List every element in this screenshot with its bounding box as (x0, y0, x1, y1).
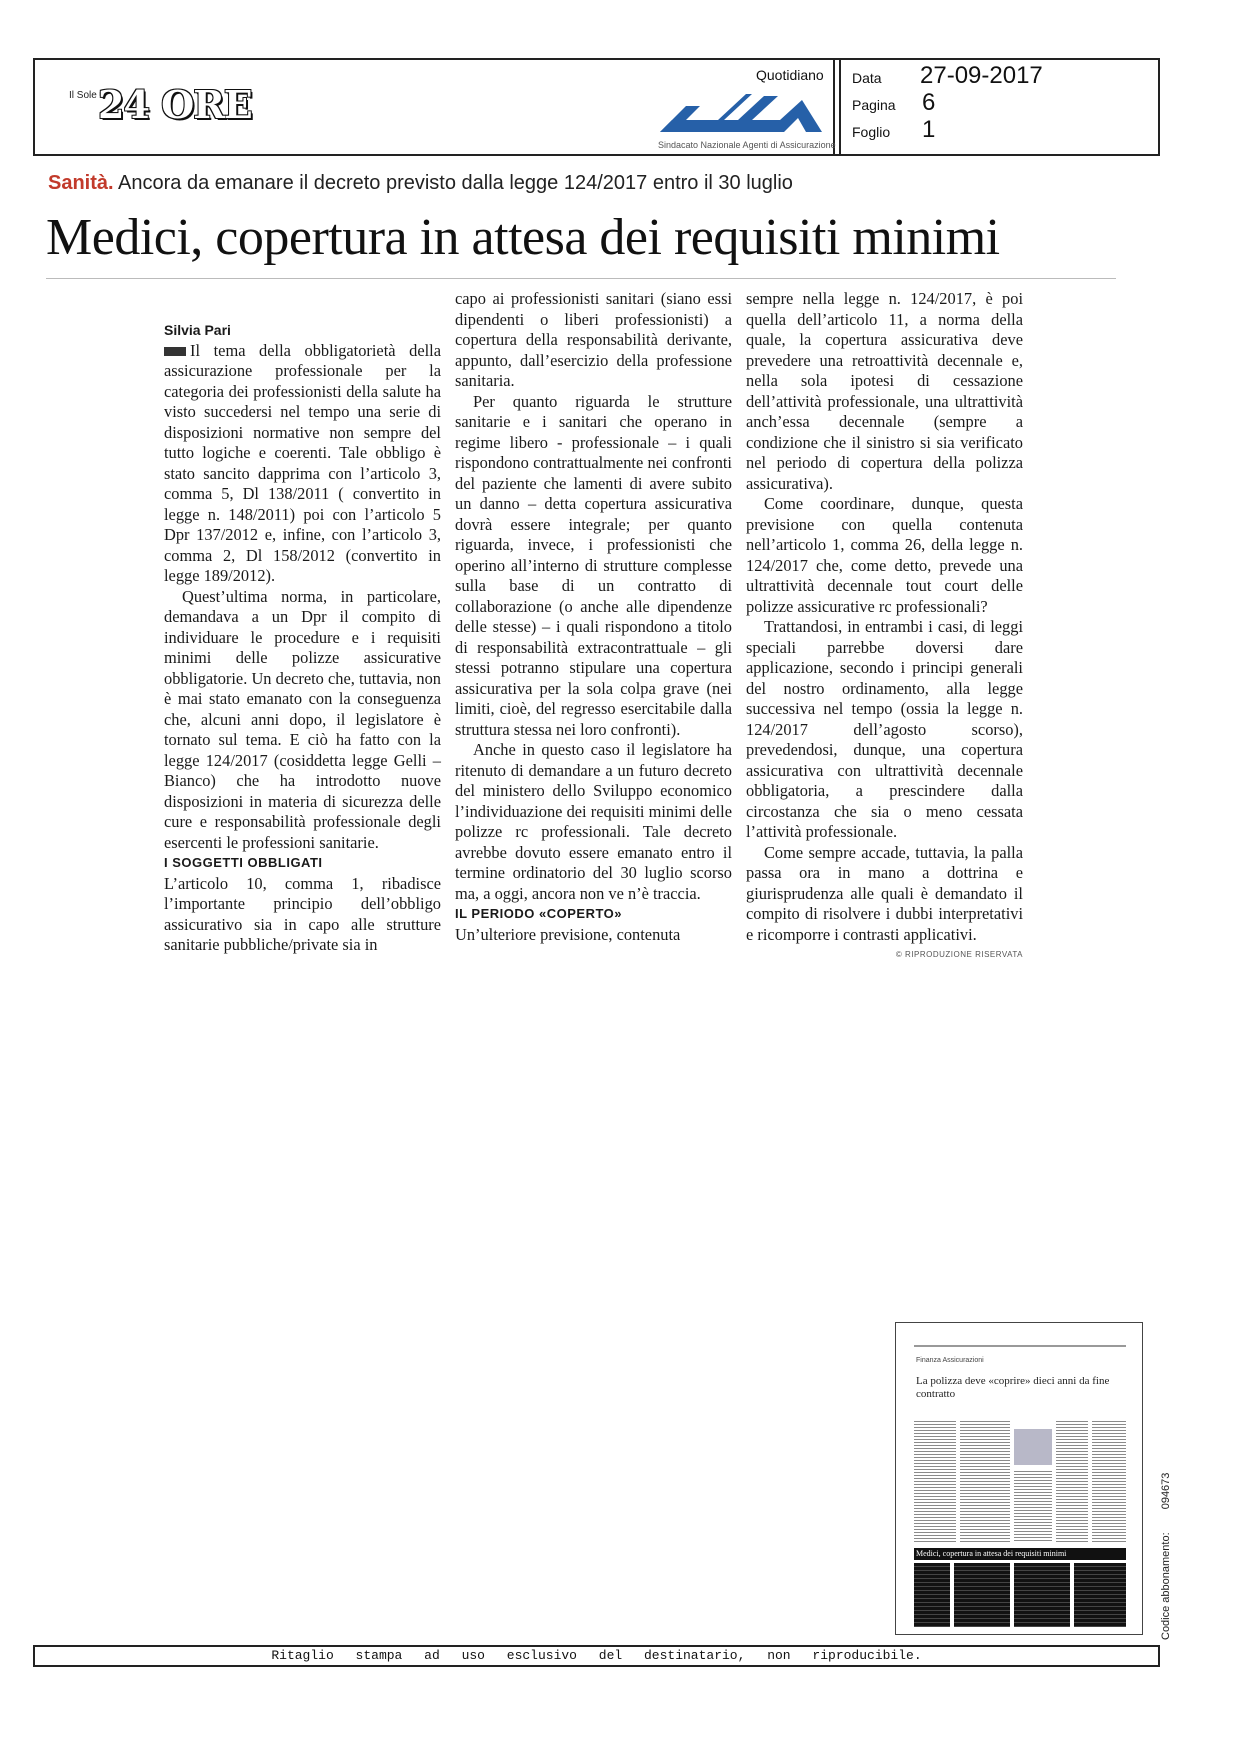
foglio-value: 1 (922, 116, 936, 143)
paragraph: L’articolo 10, comma 1, ribadisce l’importante principio dell’obbligo assicurativo sia in capo alle strutture sanitarie pubbliche/private sia in (164, 873, 441, 954)
publication-logo: 24 ORE (98, 82, 252, 127)
kicker-text: Ancora da emanare il decreto previsto dalla legge 124/2017 entro il 30 luglio (118, 172, 793, 194)
section-label: Sanità. (48, 172, 114, 194)
subscription-code-label: Codice abbonamento: (1160, 1532, 1172, 1640)
thumbnail-rule (914, 1345, 1126, 1347)
paragraph: capo ai professionisti sanitari (siano essi dipendenti o liberi professionisti) a copertura della responsabilità derivante, appunto, dall’esercizio della professione sanitaria. (455, 289, 732, 390)
article-column-3 (746, 289, 1023, 966)
thumbnail-photo (1014, 1429, 1052, 1465)
publication-type: Quotidiano (756, 67, 824, 83)
copyright-note: © RIPRODUZIONE RISERVATA (895, 950, 1023, 959)
thumbnail-text-column (1056, 1419, 1088, 1543)
thumbnail-banner: Medici, copertura in attesa dei requisiti minimi (914, 1548, 1126, 1560)
page-thumbnail (895, 1322, 1143, 1635)
foglio-label: Foglio (852, 124, 891, 140)
paragraph: sempre nella legge n. 124/2017, è poi quella dell’articolo 11, a norma della quale, la copertura assicurativa deve prevedere una retroattività decennale e, nella sola ipotesi di cessazione dell’attività professionale, una ultrattività anch’essa decennale (sempre a condizione che il sinistro si sia verificato nel periodo di copertura della polizza assicurativa). (746, 289, 1023, 493)
data-label: Data (852, 70, 882, 86)
paragraph: Trattandosi, in entrambi i casi, di leggi speciali parrebbe doversi dare applicazione, secondo i principi generali del nostro ordinamento, alla legge successiva nel tempo (ossia la legge n. 124/2017 dell’agosto scorso), prevedendosi, dunque, una copertura assicurativa con ultrattività decennale obbligatoria, a prescindere dalla circostanza che sia o meno cessata l’attività professionale. (746, 617, 1023, 841)
subscription-code (1160, 1473, 1172, 1640)
article-kicker (48, 172, 793, 195)
article-column-1 (164, 320, 441, 956)
subheading: I SOGGETTI OBBLIGATI (164, 855, 323, 870)
subheading: IL PERIODO «COPERTO» (455, 906, 623, 921)
sna-logo-icon (656, 92, 826, 138)
lead-marker-icon (164, 347, 186, 356)
paragraph: Quest’ultima norma, in particolare, demandava a un Dpr il compito di individuare le procedure e i requisiti minimi delle polizze assicurative obbligatorie. Un decreto che, tuttavia, non è mai stato emanato con la conseguenza che, alcuni anni dopo, il legislatore è tornato sul tema. E ciò ha fatto con la legge 124/2017 (cosiddetta legge Gelli – Bianco) che ha introdotto nuove disposizioni in materia di sicurezza delle cure e responsabilità professionale degli esercenti le professioni sanitarie. (164, 586, 441, 852)
paragraph: Per quanto riguarda le strutture sanitarie e i sanitari che operano in regime libero - professionale – i quali rispondono contrattualmente nei confronti del paziente che lamenti di avere subito un danno – detta copertura assicurativa dovrà essere integrale; per quanto riguarda, invece, i professionisti che operino all’interno di strutture complesse sulla base di un contratto di collaborazione (o anche alle dipendenze delle stesse) – i quali rispondono a titolo di responsabilità extracontrattuale – gli stessi potranno stipulare una copertura assicurativa per la sola colpa grave (nei limiti, cioè, del regresso esercitabile dalla struttura stessa nei loro confronti). (455, 391, 732, 739)
paragraph: Come coordinare, dunque, questa previsione con quella contenuta nell’articolo 1, comma 26, della legge n. 124/2017 che, come detto, prevede una ultrattività decennale tout court delle polizze assicurative rc professionali? (746, 494, 1023, 616)
thumbnail-text-column (960, 1419, 1010, 1543)
subscription-code-value: 094673 (1160, 1472, 1172, 1510)
pagina-value: 6 (922, 89, 936, 116)
thumbnail-text-column (1014, 1469, 1052, 1543)
title-rule (46, 278, 1116, 279)
thumbnail-highlight-column (954, 1563, 1010, 1627)
article-column-2 (455, 289, 732, 945)
masthead-divider (839, 58, 841, 156)
data-value: 27-09-2017 (920, 62, 1043, 89)
thumbnail-section: Finanza Assicurazioni (916, 1357, 984, 1364)
footer-notice: Ritaglio stampa ad uso esclusivo del destinatario, non riproducibile. (271, 1648, 922, 1663)
publication-small-label: Il Sole (69, 90, 97, 101)
thumbnail-highlight-column (1074, 1563, 1126, 1627)
article-headline: Medici, copertura in attesa dei requisiti minimi (46, 209, 1000, 266)
sna-caption: Sindacato Nazionale Agenti di Assicurazione (658, 140, 836, 150)
paragraph: Un’ulteriore previsione, contenuta (455, 924, 681, 944)
byline: Silvia Pari (164, 322, 231, 338)
thumbnail-text-column (914, 1419, 956, 1543)
thumbnail-title: La polizza deve «coprire» dieci anni da fine contratto (916, 1375, 1110, 1400)
thumbnail-text-column (1092, 1419, 1126, 1543)
thumbnail-highlight-column (1014, 1563, 1070, 1627)
paragraph: Anche in questo caso il legislatore ha ritenuto di demandare a un futuro decreto del ministero dello Sviluppo economico l’individuazione dei requisiti minimi delle polizze rc professionali. Tale decreto avrebbe dovuto essere emanato entro il termine ordinatorio del 30 luglio scorso ma, a oggi, ancora non ve n’è traccia. (455, 740, 732, 903)
paragraph: Come sempre accade, tuttavia, la palla passa ora in mano a dottrina e giurisprudenza alle quali è demandato il compito di risolvere i dubbi interpretativi e ricomporre i contrasti applicativi. (746, 842, 1023, 944)
thumbnail-highlight-column (914, 1563, 950, 1627)
paragraph: Il tema della obbligatorietà della assicurazione professionale per la categoria dei professionisti della salute ha visto succedersi nel tempo una serie di disposizioni normative non sempre del tutto logiche e coerenti. Tale obbligo è stato sancito dapprima con l’articolo 3, comma 5, Dl 138/2011 ( convertito in legge n. 148/2011) poi con l’articolo 5 Dpr 137/2012 e, infine, con l’articolo 3, comma 2, Dl 158/2012 (convertito in legge 189/2012). (164, 340, 441, 585)
pagina-label: Pagina (852, 97, 896, 113)
